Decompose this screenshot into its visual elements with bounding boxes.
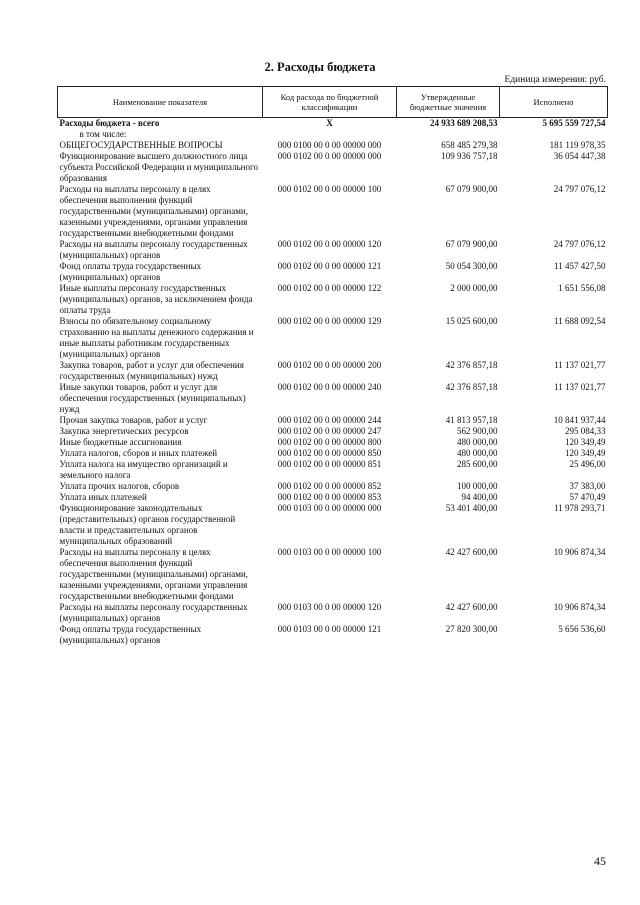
row-code: 000 0102 00 0 00 00000 000 bbox=[277, 151, 382, 161]
table-row bbox=[58, 316, 608, 360]
row-executed: 25 496,00 bbox=[569, 459, 606, 469]
table-row bbox=[58, 239, 608, 261]
row-name: Функционирование высшего должностного лица субъекта Российской Федерации и муниципального образования bbox=[59, 151, 258, 183]
row-code: 000 0102 00 0 00 00000 122 bbox=[277, 283, 382, 293]
row-name: Расходы на выплаты персоналу в целях обеспечения выполнения функций государственными (муниципальными) органами, казенными учреждениями, органами управления государственными внебюджетными фондами bbox=[59, 184, 248, 238]
budget-expenses-table bbox=[57, 86, 608, 646]
column-header-name: Наименование показателя bbox=[58, 87, 263, 118]
table-row bbox=[58, 503, 608, 547]
row-approved: 67 079 900,00 bbox=[445, 239, 498, 249]
row-executed: 11 457 427,50 bbox=[554, 261, 606, 271]
row-name: Расходы на выплаты персоналу государственных (муниципальных) органов bbox=[59, 239, 248, 260]
row-name: Фонд оплаты труда государственных (муниципальных) органов bbox=[59, 624, 202, 645]
row-executed: 24 797 076,12 bbox=[553, 239, 606, 249]
row-approved: 41 813 957,18 bbox=[445, 415, 498, 425]
row-code: 000 0102 00 0 00 00000 120 bbox=[277, 239, 382, 249]
row-code: 000 0102 00 0 00 00000 852 bbox=[277, 481, 382, 491]
row-code: 000 0102 00 0 00 00000 121 bbox=[277, 261, 382, 271]
row-code: 000 0102 00 0 00 00000 129 bbox=[277, 316, 382, 326]
table-row bbox=[58, 492, 608, 503]
row-approved: 15 025 600,00 bbox=[445, 316, 498, 326]
row-approved: 67 079 900,00 bbox=[445, 184, 498, 194]
row-name: Функционирование законодательных (представительных) органов государственной власти и представительных органов муниципальных образований bbox=[59, 503, 236, 546]
row-executed: 5 695 559 727,54 bbox=[542, 118, 606, 128]
table-row bbox=[58, 360, 608, 382]
page-number: 45 bbox=[594, 854, 606, 868]
row-executed: 120 349,49 bbox=[565, 437, 606, 447]
row-executed: 11 137 021,77 bbox=[554, 382, 606, 392]
row-name: Иные выплаты персоналу государственных (муниципальных) органов, за исключением фонда оплаты труда bbox=[59, 283, 253, 315]
table-row bbox=[58, 481, 608, 492]
row-approved: 100 000,00 bbox=[457, 481, 498, 491]
row-code: 000 0102 00 0 00 00000 244 bbox=[277, 415, 382, 425]
row-approved: 42 427 600,00 bbox=[445, 547, 498, 557]
row-approved: 42 427 600,00 bbox=[445, 602, 498, 612]
column-header-approved: Утвержденные бюджетные значения bbox=[397, 87, 500, 118]
row-name: Уплата налога на имущество организаций и земельного налога bbox=[59, 459, 228, 480]
row-executed: 10 906 874,34 bbox=[553, 602, 606, 612]
row-approved: 50 054 300,00 bbox=[445, 261, 498, 271]
row-executed: 36 054 447,38 bbox=[553, 151, 606, 161]
row-code: 000 0103 00 0 00 00000 120 bbox=[277, 602, 382, 612]
table-row bbox=[58, 184, 608, 239]
row-approved: 42 376 857,18 bbox=[445, 360, 498, 370]
section-title: 2. Расходы бюджета bbox=[264, 60, 376, 74]
row-code: 000 0102 00 0 00 00000 247 bbox=[277, 426, 382, 436]
column-header-executed: Исполнено bbox=[500, 87, 608, 118]
table-row bbox=[58, 448, 608, 459]
row-name: Фонд оплаты труда государственных (муниципальных) органов bbox=[59, 261, 202, 282]
row-executed: 5 656 536,60 bbox=[558, 624, 606, 634]
row-name: Иные бюджетные ассигнования bbox=[59, 437, 182, 447]
row-code: X bbox=[326, 118, 333, 128]
row-executed: 120 349,49 bbox=[565, 448, 606, 458]
row-approved: 94 400,00 bbox=[461, 492, 498, 502]
row-name: Закупка товаров, работ и услуг для обеспечения государственных (муниципальных) нужд bbox=[59, 360, 244, 381]
row-approved: 480 000,00 bbox=[457, 448, 498, 458]
row-code: 000 0102 00 0 00 00000 800 bbox=[277, 437, 382, 447]
table-row bbox=[58, 624, 608, 646]
table-row bbox=[58, 261, 608, 283]
row-executed: 10 841 937,44 bbox=[553, 415, 606, 425]
row-code: 000 0103 00 0 00 00000 000 bbox=[277, 503, 382, 513]
row-name: Закупка энергетических ресурсов bbox=[59, 426, 189, 436]
row-code bbox=[263, 129, 397, 140]
table-row bbox=[58, 459, 608, 481]
row-name: Расходы на выплаты персоналу в целях обеспечения выполнения функций государственными (муниципальными) органами, казенными учреждениями, органами управления государственными внебюджетными фондами bbox=[59, 547, 248, 601]
row-executed: 10 906 874,34 bbox=[553, 547, 606, 557]
row-approved: 53 401 400,00 bbox=[445, 503, 498, 513]
row-executed: 11 137 021,77 bbox=[554, 360, 606, 370]
row-executed: 24 797 076,12 bbox=[553, 184, 606, 194]
row-name: Взносы по обязательному социальному страхованию на выплаты денежного содержания и иные выплаты работникам государственных (муниципальных) органов bbox=[59, 316, 254, 359]
row-approved: 27 820 300,00 bbox=[445, 624, 498, 634]
row-executed: 37 383,00 bbox=[569, 481, 606, 491]
row-name: Расходы бюджета - всего bbox=[59, 118, 160, 128]
row-approved: 24 933 689 208,53 bbox=[430, 118, 498, 128]
row-executed: 11 688 092,54 bbox=[554, 316, 606, 326]
table-row bbox=[58, 129, 608, 140]
row-code: 000 0102 00 0 00 00000 853 bbox=[277, 492, 382, 502]
table-row bbox=[58, 382, 608, 415]
row-code: 000 0102 00 0 00 00000 240 bbox=[277, 382, 382, 392]
table-row bbox=[58, 283, 608, 316]
table-row bbox=[58, 118, 608, 130]
row-code: 000 0102 00 0 00 00000 200 bbox=[277, 360, 382, 370]
row-approved: 658 485 279,38 bbox=[441, 140, 498, 150]
row-name: в том числе: bbox=[79, 129, 127, 139]
table-row bbox=[58, 151, 608, 184]
table-row bbox=[58, 415, 608, 426]
row-approved: 480 000,00 bbox=[457, 437, 498, 447]
table-body bbox=[58, 118, 608, 647]
row-executed: 295 084,33 bbox=[565, 426, 606, 436]
unit-note: Единица измерения: руб. bbox=[504, 75, 606, 85]
row-name: Расходы на выплаты персоналу государственных (муниципальных) органов bbox=[59, 602, 248, 623]
row-code: 000 0100 00 0 00 00000 000 bbox=[277, 140, 382, 150]
row-executed: 11 978 293,71 bbox=[554, 503, 606, 513]
row-executed: 1 651 556,08 bbox=[558, 283, 606, 293]
table-row bbox=[58, 547, 608, 602]
row-approved: 562 900,00 bbox=[457, 426, 498, 436]
column-header-code: Код расхода по бюджетной классификации bbox=[263, 87, 397, 118]
table-header-row bbox=[58, 87, 608, 118]
row-code: 000 0103 00 0 00 00000 121 bbox=[277, 624, 382, 634]
table-row bbox=[58, 426, 608, 437]
row-executed: 181 119 978,35 bbox=[549, 140, 606, 150]
row-approved: 285 600,00 bbox=[457, 459, 498, 469]
row-approved: 42 376 857,18 bbox=[445, 382, 498, 392]
row-code: 000 0102 00 0 00 00000 850 bbox=[277, 448, 382, 458]
table-row bbox=[58, 437, 608, 448]
row-name: Уплата налогов, сборов и иных платежей bbox=[59, 448, 218, 458]
row-name: Прочая закупка товаров, работ и услуг bbox=[59, 415, 208, 425]
table-row bbox=[58, 602, 608, 624]
row-approved: 2 000 000,00 bbox=[450, 283, 498, 293]
row-executed: 57 470,49 bbox=[569, 492, 606, 502]
table-row bbox=[58, 140, 608, 151]
row-executed bbox=[500, 129, 608, 140]
row-code: 000 0102 00 0 00 00000 851 bbox=[277, 459, 382, 469]
row-name: Уплата прочих налогов, сборов bbox=[59, 481, 180, 491]
row-name: Уплата иных платежей bbox=[59, 492, 147, 502]
row-approved: 109 936 757,18 bbox=[441, 151, 498, 161]
row-name: Иные закупки товаров, работ и услуг для обеспечения государственных (муниципальных) нужд bbox=[59, 382, 246, 414]
row-code: 000 0103 00 0 00 00000 100 bbox=[277, 547, 382, 557]
row-name: ОБЩЕГОСУДАРСТВЕННЫЕ ВОПРОСЫ bbox=[59, 140, 223, 150]
row-code: 000 0102 00 0 00 00000 100 bbox=[277, 184, 382, 194]
row-approved bbox=[397, 129, 500, 140]
